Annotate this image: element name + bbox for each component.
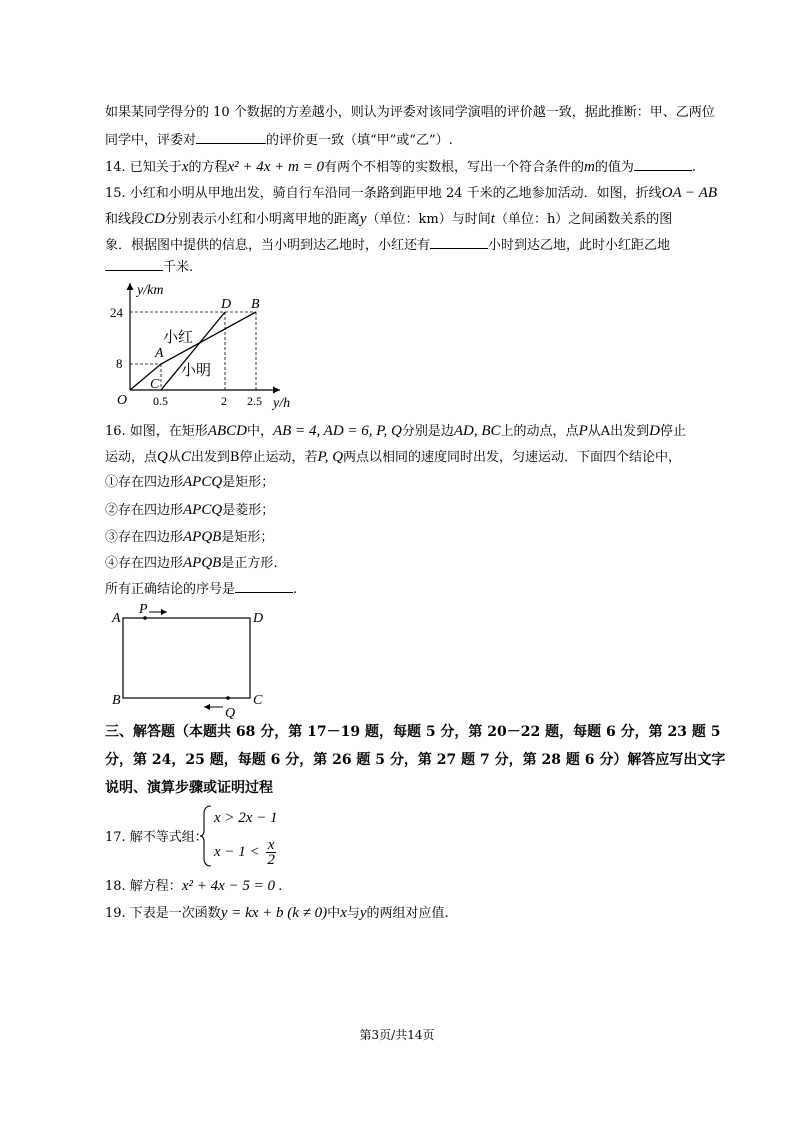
opt3-text-a: ③存在四边形 xyxy=(105,530,184,545)
option-2 xyxy=(105,501,274,520)
q15-text-3: 象．根据图中提供的信息，当小明到达乙地时，小红还有 xyxy=(105,238,431,253)
answer-blank-15a[interactable] xyxy=(430,236,488,249)
section-3-line-2: 分，第 24，25 题，每题 6 分，第 26 题 5 分，第 27 题 7 分，第 28 题 6 分）解答应写出文字 xyxy=(105,752,726,768)
point-C-label: C xyxy=(150,377,160,392)
tick-0.5: 0.5 xyxy=(153,394,168,408)
opt4-text-a: ④存在四边形 xyxy=(105,556,184,571)
q14-period: . xyxy=(691,160,697,175)
label-xiaohong: 小红 xyxy=(163,330,194,346)
fraction-x-over-2 xyxy=(266,838,277,867)
label-B: B xyxy=(112,693,121,708)
q16-text-1b: 中， xyxy=(246,424,273,439)
section-3-line-3: 说明、演算步骤或证明过程 xyxy=(105,780,273,796)
label-A: A xyxy=(112,611,121,626)
point-C: C xyxy=(180,449,191,465)
option-3 xyxy=(105,528,273,547)
q16-text-2d: 停止运动，若 xyxy=(239,450,318,465)
label-xiaoming: 小明 xyxy=(181,363,212,379)
given-16: AB = 4, AD = 6, P, Q xyxy=(273,423,402,439)
rectangle-ABCD xyxy=(123,618,250,698)
q16-period: . xyxy=(293,582,298,597)
answer-blank-16[interactable] xyxy=(235,580,293,593)
inequality-brace xyxy=(199,804,213,868)
tick-2.5: 2.5 xyxy=(247,394,262,408)
var-y-19: y xyxy=(359,905,367,921)
dot-Q xyxy=(226,696,230,700)
label-C: C xyxy=(253,693,263,708)
q16-text-1f: 出发到 xyxy=(610,424,650,439)
q19-text-a: 19. 下表是一次函数 xyxy=(105,906,221,921)
intro-line-2-tail: 的评价更一致（填“甲”或“乙”）. xyxy=(266,133,453,148)
label-D: D xyxy=(253,611,264,626)
origin-label: O xyxy=(117,393,128,408)
q16-last-text: 所有正确结论的序号是 xyxy=(105,582,236,597)
q15-line-1 xyxy=(105,184,717,203)
point-Q: Q xyxy=(157,449,168,465)
q15-text-2b: 分别表示小红和小明离甲地的距离 xyxy=(164,212,360,227)
q16-line-1 xyxy=(105,422,686,441)
q16-text-1d: 上的动点，点 xyxy=(500,424,579,439)
intro-line-1: 如果某同学得分的 10 个数据的方差越小，则认为评委对该同学演唱的评价越一致，据此推断：甲、乙两位 xyxy=(105,105,715,120)
segment-CD: CD xyxy=(144,211,165,227)
question-14 xyxy=(105,158,696,177)
q16-last-line xyxy=(105,580,297,599)
q15-text-4: 千米. xyxy=(163,260,194,275)
point-D: D xyxy=(649,423,660,439)
point-D-label: D xyxy=(221,297,232,312)
point-A-text: A xyxy=(600,424,611,439)
fraction-numerator: x xyxy=(267,837,275,853)
intro-line-2-head: 同学中，评委对 xyxy=(105,133,197,148)
q15-text-3b: 小时到达乙地，此时小红距乙地 xyxy=(488,238,671,253)
q19-text-d: 的两组对应值. xyxy=(366,906,449,921)
q16-text-1g: 停止 xyxy=(660,424,687,439)
quad-APCQ-1: APCQ xyxy=(183,474,223,490)
equation-18: x² + 4x − 5 = 0 . xyxy=(181,878,283,894)
q15-text-1: 15. 小红和小明从甲地出发，骑自行车沿同一条路到距甲地 24 千米的乙地参加活动．如图，折线 xyxy=(105,186,662,201)
q19-text-b: 中 xyxy=(327,906,341,921)
question-19 xyxy=(105,904,449,923)
q18-label: 18. 解方程： xyxy=(105,879,182,894)
rectangle-figure xyxy=(105,600,280,720)
rect-ABCD: ABCD xyxy=(207,423,247,439)
var-x-19: x xyxy=(340,905,347,921)
point-A-label: A xyxy=(155,346,164,361)
quad-APCQ-2: APCQ xyxy=(183,502,223,518)
q15-line-2 xyxy=(105,210,672,229)
opt1-text-b: 是矩形； xyxy=(222,475,275,490)
inequality-1: x > 2x − 1 xyxy=(214,810,278,826)
tick-2: 2 xyxy=(221,394,227,408)
equation-14: x² + 4x + m = 0 xyxy=(227,159,325,175)
var-x: x xyxy=(181,159,189,175)
q14-text-c: 有两个不相等的实数根，写出一个符合条件的 xyxy=(324,160,585,175)
var-y: y xyxy=(359,211,367,227)
opt2-text-b: 是菱形； xyxy=(222,503,275,518)
inequality-2 xyxy=(214,838,276,867)
point-P: P xyxy=(578,423,588,439)
answer-blank-14[interactable] xyxy=(634,158,692,171)
q16-text-2e: 两点以相同的速度同时出发，匀速运动．下面四个结论中， xyxy=(343,450,682,465)
q15-text-2c: （单位：km）与时间 xyxy=(366,212,491,227)
answer-blank-15b[interactable] xyxy=(105,258,163,271)
intro-line-2 xyxy=(105,131,453,150)
opt1-text-a: ①存在四边形 xyxy=(105,475,184,490)
label-Q: Q xyxy=(225,706,236,720)
opt4-text-b: 是正方形. xyxy=(221,556,278,571)
q14-text-a: 14. 已知关于 xyxy=(105,160,182,175)
page-footer: 第3页/共14页 xyxy=(359,1028,435,1042)
inequality-2-left: x − 1 < xyxy=(214,844,260,860)
q14-text-d: 的值为 xyxy=(594,160,634,175)
q16-text-2c: 出发到 xyxy=(190,450,230,465)
points-PQ: P, Q xyxy=(317,449,344,465)
q15-text-2a: 和线段 xyxy=(105,212,145,227)
quad-APQB-4: APQB xyxy=(183,555,222,571)
edges-AD-BC: AD, BC xyxy=(453,423,501,439)
var-m: m xyxy=(584,159,595,175)
option-4 xyxy=(105,554,277,573)
quad-APQB-3: APQB xyxy=(183,529,222,545)
q16-text-1e: 从 xyxy=(587,424,601,439)
q15-line-3 xyxy=(105,236,670,255)
polyline-OA-AB: OA − AB xyxy=(661,185,718,201)
question-18 xyxy=(105,877,283,896)
point-B-text: B xyxy=(229,450,240,465)
q16-text-2a: 运动，点 xyxy=(105,450,158,465)
tick-24: 24 xyxy=(110,305,123,320)
linear-function: y = kx + b (k ≠ 0) xyxy=(220,905,328,921)
q16-line-2 xyxy=(105,448,681,467)
q16-text-1a: 16. 如图，在矩形 xyxy=(105,424,208,439)
point-B-label: B xyxy=(251,297,260,312)
q16-text-1c: 分别是边 xyxy=(401,424,454,439)
fraction-denominator: 2 xyxy=(267,852,275,868)
option-1 xyxy=(105,473,274,492)
var-t: t xyxy=(490,211,495,227)
q14-text-b: 的方程 xyxy=(188,160,228,175)
label-P: P xyxy=(139,602,148,617)
distance-time-graph xyxy=(105,275,305,415)
x-axis-label: y/h xyxy=(273,396,291,411)
q17-label: 17. 解不等式组： xyxy=(105,830,208,845)
q15-text-2d: （单位：h）之间函数关系的图 xyxy=(494,212,673,227)
opt2-text-a: ②存在四边形 xyxy=(105,503,184,518)
section-3-line-1: 三、解答题（本题共 68 分，第 17－19 题，每题 5 分，第 20－22 题，每题 6 分，第 23 题 5 xyxy=(105,724,721,740)
q19-text-c: 与 xyxy=(346,906,360,921)
opt3-text-b: 是矩形； xyxy=(221,530,274,545)
q16-text-2b: 从 xyxy=(167,450,181,465)
answer-blank-13[interactable] xyxy=(196,131,266,144)
tick-8: 8 xyxy=(116,356,123,371)
y-axis-label: y/km xyxy=(137,283,164,298)
